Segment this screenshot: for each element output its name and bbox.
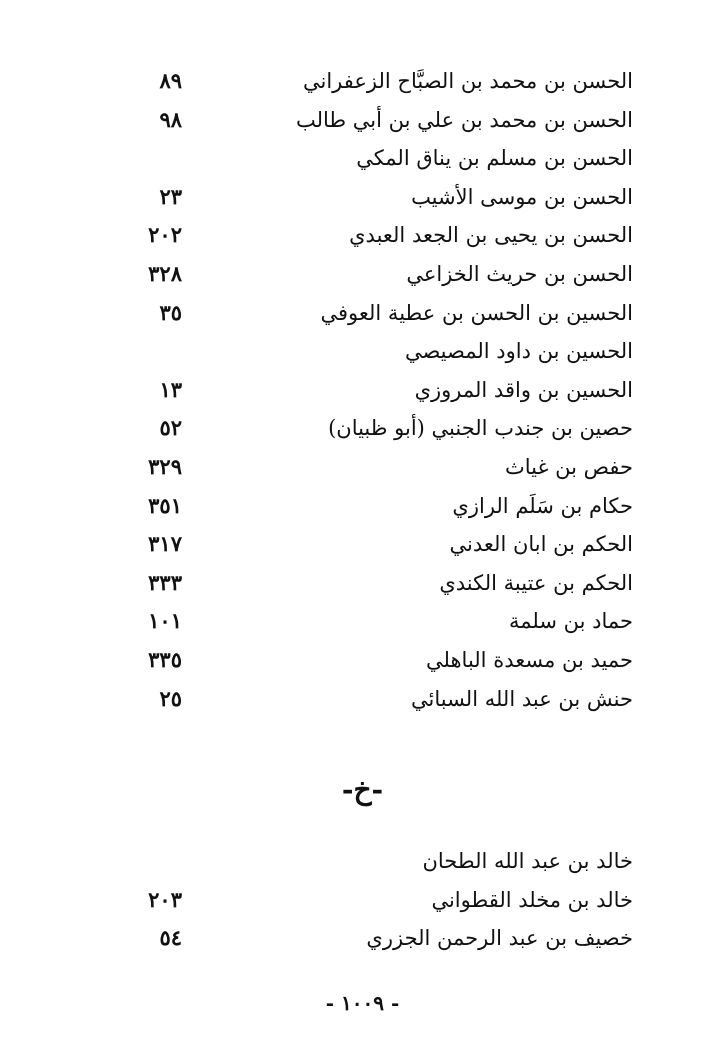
index-row: [0, 216, 725, 255]
page-number: - ١٠٠٩ -: [325, 991, 400, 1015]
narrator-name: الحسن بن يحيى بن الجعد العبدي: [349, 223, 633, 248]
index-row: [0, 62, 725, 101]
narrator-name: حكام بن سَلَم الرازي: [452, 493, 633, 518]
index-row: [0, 842, 725, 881]
narrator-name: الحسين بن داود المصيصي: [404, 339, 633, 364]
index-row: [0, 294, 725, 333]
narrator-name: الحسين بن واقد المروزي: [414, 377, 633, 402]
page-reference: ٢٠٣: [148, 886, 182, 912]
index-row: [0, 919, 725, 958]
section-heading-kha: -خ-: [341, 773, 384, 806]
narrator-name: حميد بن مسعدة الباهلي: [426, 647, 633, 672]
narrator-name: خالد بن مخلد القطواني: [431, 887, 633, 912]
page-reference: ٣٣٥: [148, 646, 182, 672]
narrator-name: خصيف بن عبد الرحمن الجزري: [366, 926, 633, 951]
page-reference: ٣٢٩: [148, 453, 182, 479]
page-reference: ١٠١: [148, 608, 182, 634]
index-row: [0, 448, 725, 487]
page-reference: ٢٣: [159, 183, 182, 209]
narrator-name: خالد بن عبد الله الطحان: [422, 849, 633, 873]
index-row: [0, 332, 725, 371]
narrator-name: حماد بن سلمة: [508, 609, 633, 634]
narrator-name: حفص بن غياث: [505, 454, 633, 479]
index-row: [0, 409, 725, 448]
index-entries-ha: [0, 62, 725, 718]
index-row: [0, 371, 725, 410]
narrator-name: الحكم بن عتيبة الكندي: [439, 570, 633, 595]
page-reference: ٥٤: [159, 925, 182, 951]
narrator-name: حصين بن جندب الجنبي (أبو ظبيان): [328, 416, 633, 441]
index-row: [0, 525, 725, 564]
index-row: [0, 178, 725, 217]
page-reference: [112, 332, 182, 371]
index-row: [0, 139, 725, 178]
index-row: [0, 101, 725, 140]
page-reference: ٣٥١: [148, 492, 182, 518]
page-reference: ٥٢: [159, 415, 182, 441]
page-reference: ٣٢٨: [148, 260, 182, 286]
index-row: [0, 602, 725, 641]
narrator-name: الحسن بن محمد بن علي بن أبي طالب: [296, 107, 633, 132]
page-reference: ٣٣٣: [148, 569, 182, 595]
index-row: [0, 680, 725, 719]
index-row: [0, 641, 725, 680]
narrator-name: الحسن بن موسى الأشيب: [411, 184, 633, 209]
narrator-name: حنش بن عبد الله السبائي: [410, 686, 633, 711]
narrator-name: الحكم بن ابان العدني: [449, 532, 633, 557]
narrator-name: الحسين بن الحسن بن عطية العوفي: [320, 300, 633, 325]
page-reference: ٣١٧: [148, 531, 182, 557]
page-reference: ٢٥: [159, 685, 182, 711]
narrator-name: الحسن بن حريث الخزاعي: [406, 261, 633, 286]
narrator-name: الحسن بن مسلم بن يناق المكي: [356, 146, 633, 171]
index-row: [0, 255, 725, 294]
index-entries-kha: [0, 842, 725, 958]
index-row: [0, 564, 725, 603]
page-reference: ٩٨: [159, 106, 182, 132]
page-reference: [112, 139, 182, 178]
index-row: [0, 881, 725, 920]
page-reference: [112, 842, 182, 881]
page-reference: ٨٩: [159, 68, 182, 93]
page-reference: ١٣: [159, 376, 182, 402]
narrator-name: الحسن بن محمد بن الصبَّاح الزعفراني: [303, 69, 633, 93]
page-reference: ٢٠٢: [148, 222, 182, 248]
index-row: [0, 487, 725, 526]
page-reference: ٣٥: [159, 299, 182, 325]
